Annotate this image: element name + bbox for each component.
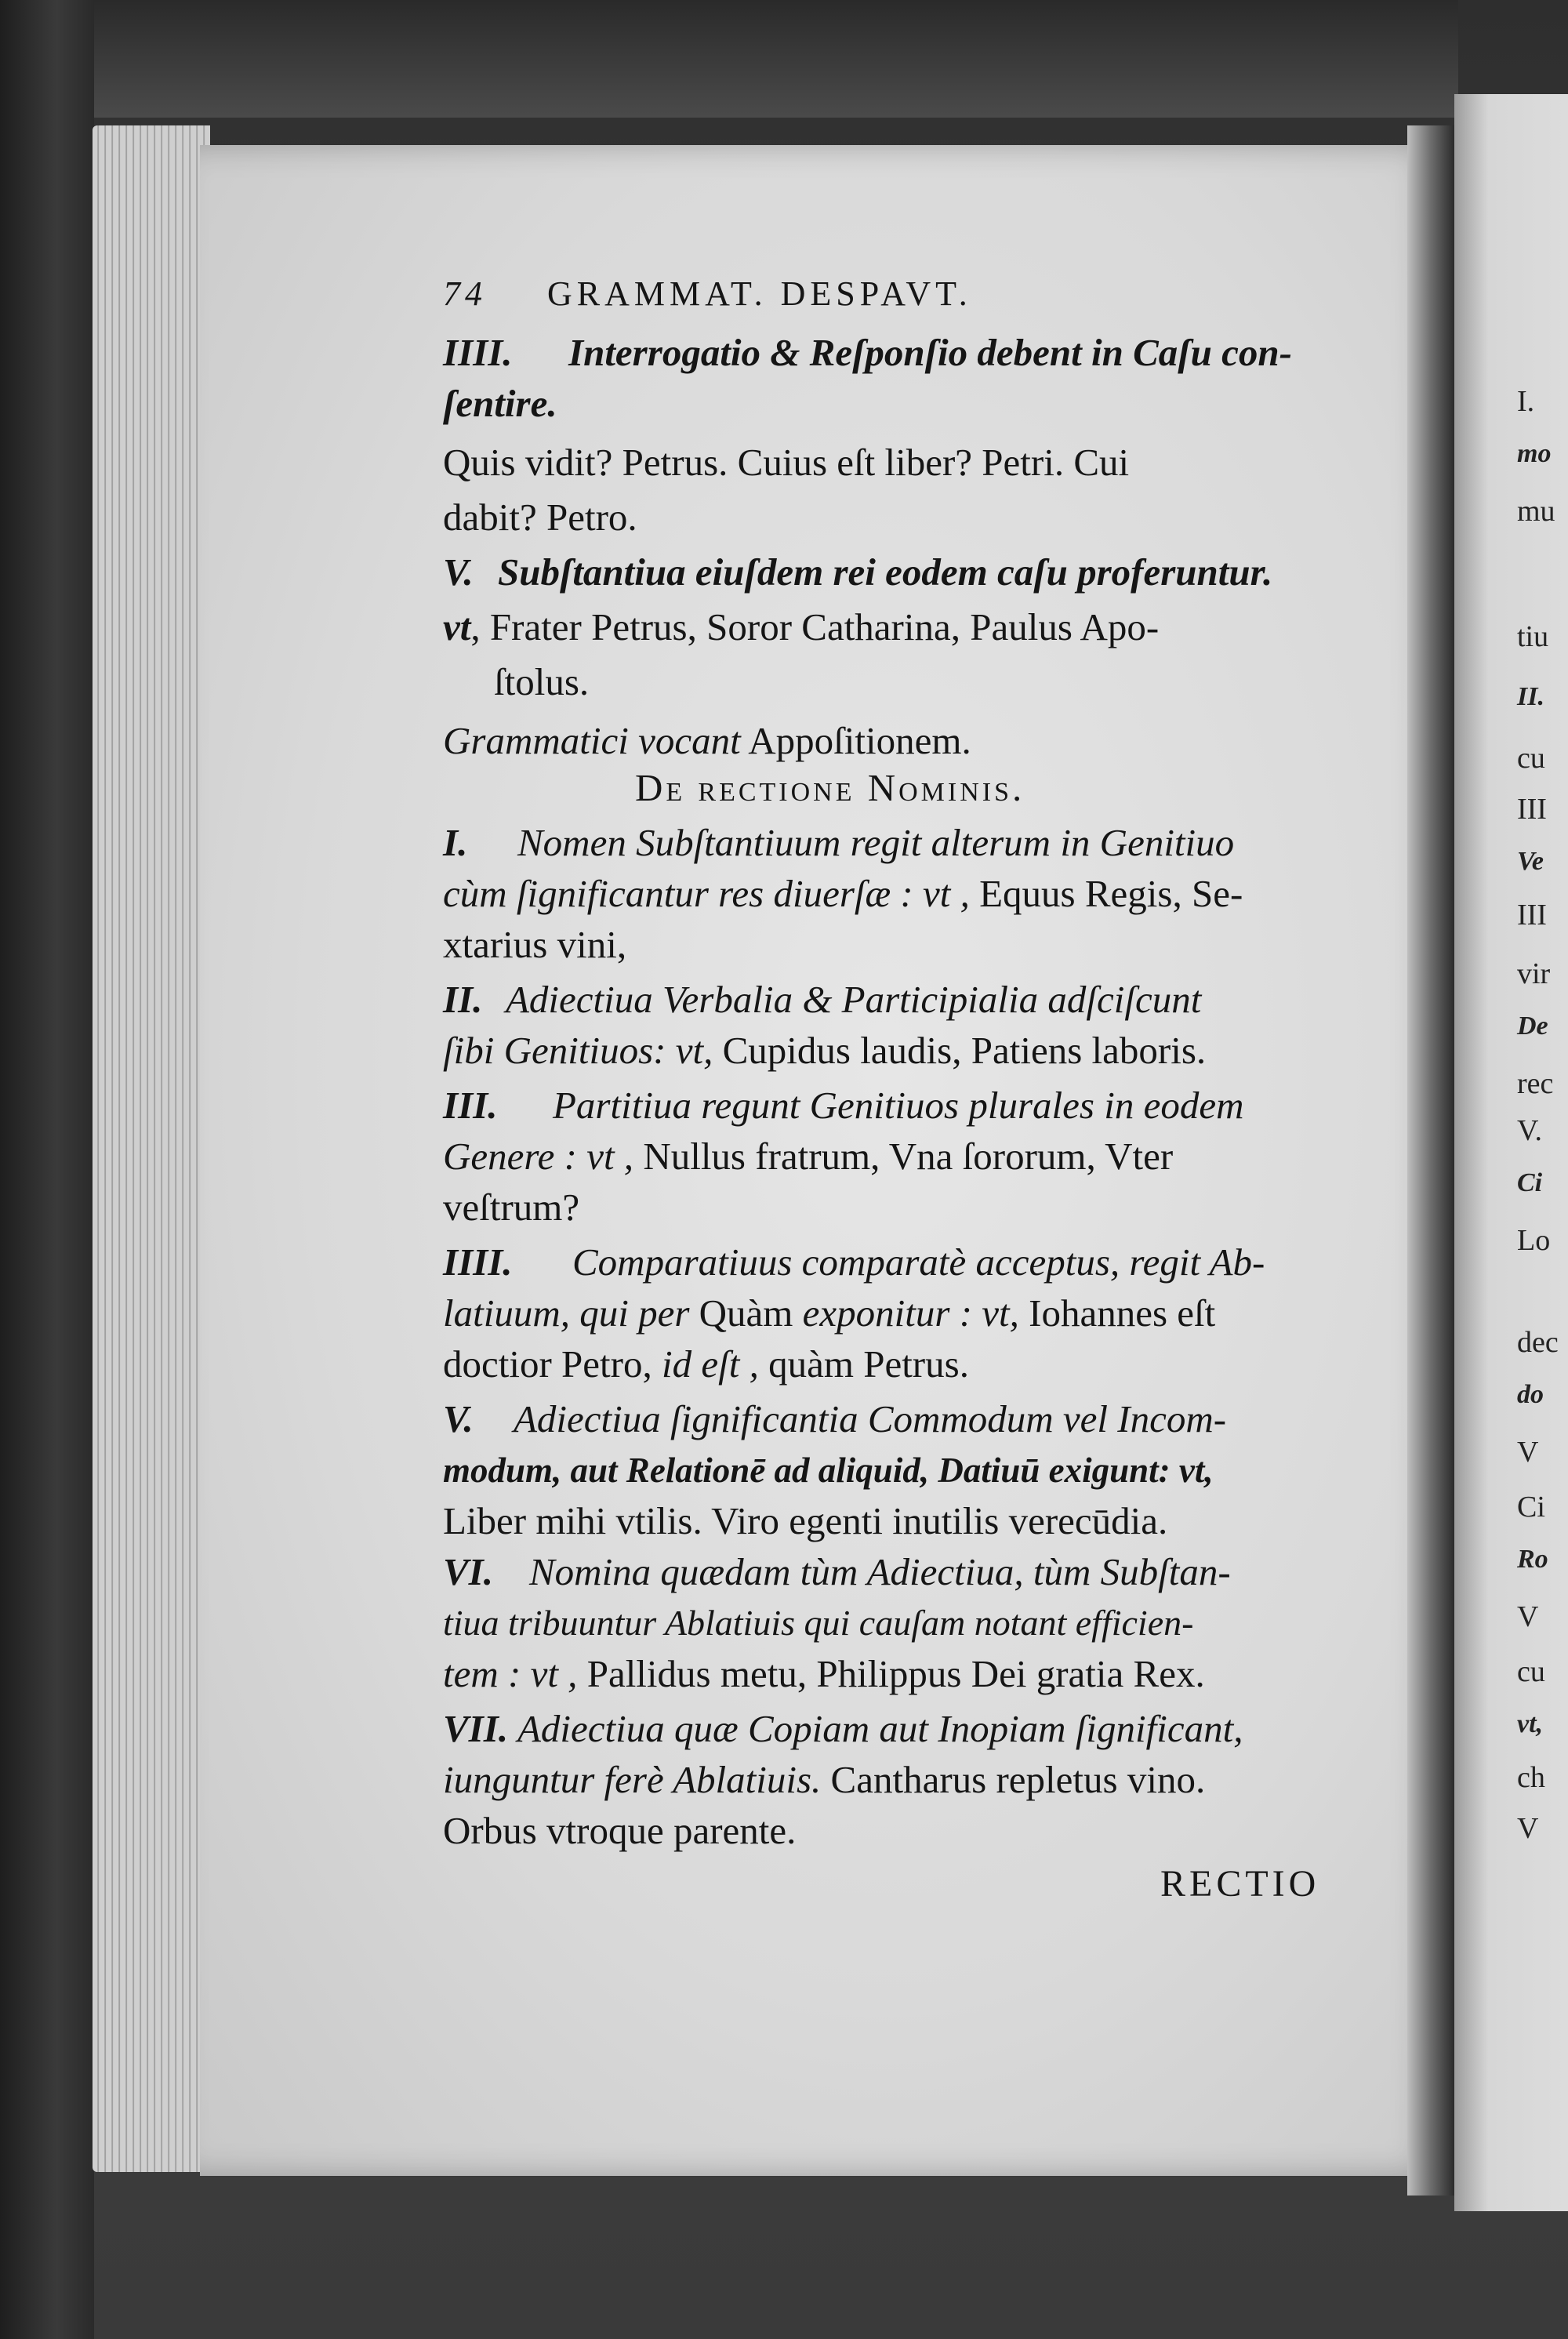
section-rule-5-line-3: Liber mihi vtilis. Viro egenti inutilis verecūdia.	[443, 1499, 1168, 1542]
facing-page-fragment: rec	[1517, 1067, 1554, 1100]
section-rule-4-line-3: doctior Petro, id eſt , quàm Petrus.	[443, 1342, 969, 1386]
facing-page-fragment: cu	[1517, 742, 1545, 775]
facing-page-fragment: Ci	[1517, 1491, 1545, 1524]
example-1-line-1: Quis vidit? Petrus. Cuius eſt liber? Petri. Cui	[443, 441, 1130, 484]
facing-page-fragment: I.	[1517, 385, 1535, 418]
facing-page-fragment: vt,	[1517, 1709, 1544, 1738]
section-rule-1-line-2: cùm ſignificantur res diuerſæ : vt , Equus Regis, Se-	[443, 872, 1243, 915]
book-cover-left	[0, 0, 94, 2339]
section-rule-1-line-1: I. Nomen Subſtantiuum regit alterum in Genitiuo	[443, 821, 1235, 864]
catchword: RECTIO	[1160, 1863, 1320, 1905]
facing-page-fragment: V	[1517, 1436, 1539, 1469]
running-header	[443, 271, 972, 318]
section-title: De rectione Nominis.	[635, 766, 1025, 809]
facing-page-fragment: mo	[1517, 439, 1552, 468]
rule-4-line-1: IIII. Interrogatio & Reſponſio debent in Caſu con-	[443, 329, 1292, 376]
section-rule-2-line-1: II. Adiectiua Verbalia & Participialia adſciſcunt	[443, 978, 1202, 1021]
section-rule-1-line-3: xtarius vini,	[443, 923, 627, 966]
rule-number: IIII.	[443, 331, 513, 374]
section-rule-7-line-2: iunguntur ferè Ablatiuis. Cantharus repletus vino.	[443, 1758, 1206, 1801]
example-2-line-2: ſtolus.	[494, 660, 590, 703]
facing-page-fragment: do	[1517, 1380, 1544, 1409]
rule-5: V. Subſtantiua eiuſdem rei eodem caſu proferuntur.	[443, 550, 1273, 594]
running-title: GRAMMAT. DESPAVT.	[547, 274, 972, 313]
facing-page-fragment: Lo	[1517, 1224, 1551, 1257]
section-rule-4-line-2: latiuum, qui per Quàm exponitur : vt, Iohannes eſt	[443, 1291, 1216, 1335]
facing-page-fragment: De	[1517, 1012, 1548, 1041]
section-rule-5-line-1: V. Adiectiua ſignificantia Commodum vel Incom-	[443, 1397, 1227, 1440]
section-rule-6-line-1: VI. Nomina quædam tùm Adiectiua, tùm Subſtan-	[443, 1550, 1231, 1593]
facing-page-fragment: V.	[1517, 1114, 1543, 1147]
facing-page-fragment: tiu	[1517, 620, 1549, 653]
page-number: 74	[443, 274, 487, 313]
book-cover-top	[47, 0, 1458, 118]
facing-page-fragment: Ve	[1517, 847, 1544, 876]
section-rule-6-line-2: tiua tribuuntur Ablatiuis qui cauſam notant efficien-	[443, 1603, 1194, 1643]
facing-page-fragment: III	[1517, 793, 1547, 826]
facing-page-fragment: II.	[1517, 682, 1544, 711]
rule-4-line-2: ſentire.	[443, 382, 557, 425]
example-2-line-1: vt, Frater Petrus, Soror Catharina, Paulus Apo-	[443, 605, 1160, 648]
section-rule-3-line-1: III. Partitiua regunt Genitiuos plurales in eodem	[443, 1084, 1244, 1127]
facing-page-fragment: Ci	[1517, 1168, 1543, 1197]
section-rule-3-line-3: veſtrum?	[443, 1186, 580, 1229]
facing-page-fragment: cu	[1517, 1655, 1545, 1688]
facing-page-fragment: mu	[1517, 495, 1555, 528]
section-rule-5-line-2: modum, aut Relationē ad aliquid, Datiuū exigunt: vt,	[443, 1451, 1214, 1490]
section-rule-7-line-3: Orbus vtroque parente.	[443, 1809, 797, 1852]
facing-page-fragment: vir	[1517, 957, 1551, 990]
facing-page-fragment: V	[1517, 1600, 1539, 1633]
example-1-line-2: dabit? Petro.	[443, 496, 637, 539]
facing-page	[1454, 94, 1568, 2211]
book-gutter	[1407, 125, 1454, 2196]
facing-page-fragment: ch	[1517, 1761, 1545, 1794]
facing-page-fragment: dec	[1517, 1326, 1559, 1359]
section-rule-3-line-2: Genere : vt , Nullus fratrum, Vna ſororum, Vter	[443, 1135, 1174, 1178]
page-edges	[93, 125, 210, 2172]
section-rule-6-line-3: tem : vt , Pallidus metu, Philippus Dei gratia Rex.	[443, 1652, 1205, 1695]
apposition-line: Grammatici vocant Appoſitionem.	[443, 719, 971, 762]
section-rule-4-line-1: IIII. Comparatiuus comparatè acceptus, regit Ab-	[443, 1240, 1265, 1284]
section-rule-7-line-1: VII. Adiectiua quæ Copiam aut Inopiam ſignificant,	[443, 1707, 1243, 1750]
facing-page-fragment: Ro	[1517, 1545, 1548, 1574]
section-rule-2-line-2: ſibi Genitiuos: vt, Cupidus laudis, Patiens laboris.	[443, 1029, 1207, 1072]
facing-page-fragment: III	[1517, 899, 1547, 932]
facing-page-fragment: V	[1517, 1812, 1539, 1845]
